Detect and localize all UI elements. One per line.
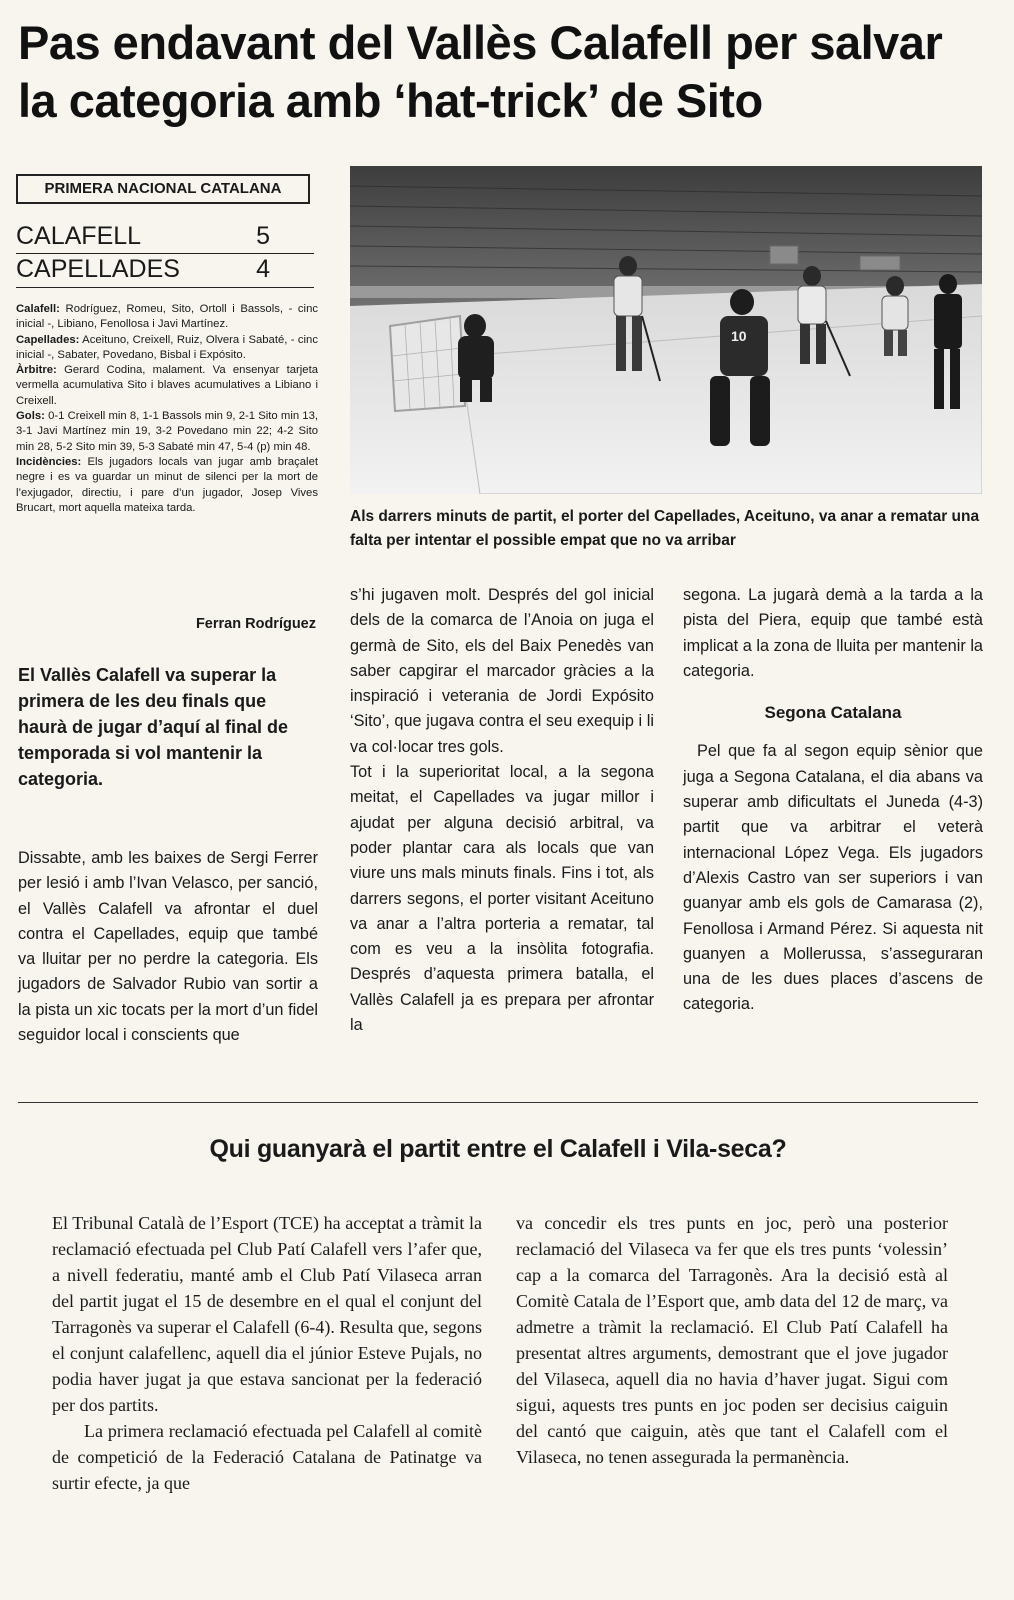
home-score: 5: [256, 222, 270, 250]
fact-label: Capellades:: [16, 333, 80, 346]
home-team: CALAFELL: [16, 222, 142, 250]
body-paragraph: s’hi jugaven molt. Després del gol inicial dels de la comarca de l’Anoia on juga el germà de Sito, els del Baix Penedès van saber capgirar el marcador gràcies a la inspiració i veterania de Jordi Expósito ‘Sito’, que jugava contra el seu exequip i li va col·locar tres gols.: [350, 586, 654, 756]
fact-text: 0-1 Creixell min 8, 1-1 Bassols min 9, 2-1 Sito min 13, 3-1 Javi Martínez min 19, 3-2 Povedano min 22; 4-2 Sito min 28, 5-2 Sito min 39, 5-3 Sabaté min 47, 5-4 (p) min 48.: [16, 410, 319, 453]
section-divider: [18, 1102, 978, 1103]
body-paragraph: Tot i la superioritat local, a la segona meitat, el Capellades va jugar millor i ajudat per alguna decisió arbitral, va poder plantar cara als locals que van viure uns mals minuts finals. Fins i tot, als darrers segons, el porter visitant Aceituno va anar a l’altra porteria a rematar, tal com es veu a la insòlita fotografia. Després d’aquesta primera batalla, el Vallès Calafell ja es prepara per afrontar la: [350, 763, 654, 1035]
fact-incidencies: [16, 455, 318, 516]
fact-label: Àrbitre:: [16, 364, 57, 377]
second-article-headline: Qui guanyarà el partit entre el Calafell i Vila-seca?: [209, 1135, 787, 1163]
score-row-away: [16, 253, 270, 285]
fact-label: Gols:: [16, 410, 45, 423]
league-box: PRIMERA NACIONAL CATALANA: [16, 174, 310, 204]
jersey-number: 10: [731, 328, 747, 344]
match-facts: [16, 302, 318, 516]
photo-caption: Als darrers minuts de partit, el porter del Capellades, Aceituno, va anar a rematar una falta per intentar el possible empat que no va arribar: [350, 508, 980, 549]
fact-label: Calafell:: [16, 303, 60, 315]
score-row-home: [16, 220, 270, 252]
body-paragraph: va concedir els tres punts en joc, però una posterior reclamació del Vilaseca va fer que els tres punts ‘volessin’ cap a la comarca del Tarragonès. Ara la decisió està al Comitè Catala de l’Esport que, amb data del 12 de març, va admetre a tràmit la reclamació. El Club Patí Calafell ha presentat altres arguments, demostrant que el jove jugador del Vilaseca, aquell dia no havia d’haver jugat. Sigui com sigui, aquests tres punts en joc poden ser decisius caiguin del cantó que caiguin, atès que tant el Calafell com el Vilaseca, no tenen assegurada la permanència.: [516, 1213, 948, 1467]
fact-text: Els jugadors locals van jugar amb braçalet negre i es va guardar un minut de silenci per la mort de l’exjugador, directiu, i pare d’un jugador, Josep Vives Brucart, mort aquella mateixa tarda.: [16, 455, 318, 514]
body-paragraph: segona. La jugarà demà a la tarda a la pista del Piera, equip que també està implicat a la zona de lluita per mantenir la categoria.: [683, 586, 983, 680]
byline: Ferran Rodríguez: [195, 616, 316, 632]
second-article-column-1: [52, 1210, 482, 1496]
second-article-column-2: [516, 1210, 948, 1470]
fact-arbitre: [16, 363, 318, 409]
fact-text: Aceituno, Creixell, Ruiz, Olvera i Sabaté, - cinc inicial -, Sabater, Povedano, Bisbal i Expósito.: [16, 333, 318, 361]
body-paragraph: Dissabte, amb les baixes de Sergi Ferrer per lesió i amb l’Ivan Velasco, per sanció, el Vallès Calafell va afrontar el duel contra el Capellades, equip que també va lluitar per no perdre la categoria. Els jugadors de Salvador Rubio van sortir a la pista un xic tocats per la mort d’un fidel seguidor local i conscients que: [18, 849, 318, 1045]
headline-line-1: Pas endavant del Vallès Calafell per salvar: [18, 16, 943, 69]
away-score: 4: [256, 255, 270, 283]
body-paragraph: La primera reclamació efectuada pel Calafell al comitè de competició de la Federació Catalana de Patinatge va surtir efecte, ja que: [52, 1421, 482, 1493]
fact-text: Gerard Codina, malament. Va ensenyar tarjeta vermella acumulativa Sito i blaves acumulatives a Libiano i Creixell.: [16, 364, 319, 407]
subhead-segona-catalana: Segona Catalana: [764, 703, 902, 723]
headline-line-2: la categoria amb ‘hat-trick’ de Sito: [18, 74, 763, 127]
match-photo: [350, 166, 982, 494]
fact-label: Incidències:: [16, 455, 82, 468]
score-divider-bottom: [16, 287, 314, 288]
fact-text: Rodríguez, Romeu, Sito, Ortoll i Bassols, - cinc inicial -, Libiano, Fenollosa i Javi Martínez.: [16, 303, 319, 331]
body-column-1: [18, 846, 318, 1048]
away-team: CAPELLADES: [16, 255, 180, 283]
fact-gols: [16, 409, 318, 455]
body-paragraph: El Tribunal Català de l’Esport (TCE) ha acceptat a tràmit la reclamació efectuada pel Club Patí Calafell vers l’afer que, a nivell federatiu, manté amb el Club Patí Vilaseca arran del partit jugat el 15 de desembre en el qual el conjunt del Tarragonès va superar el Calafell (6-4). Resulta que, segons el conjunt calafellenc, aquell dia el júnior Esteve Pujals, no podia haver jugat ja que estava sancionat per la federació per dos partits.: [52, 1213, 482, 1415]
body-paragraph: Pel que fa al segon equip sènior que juga a Segona Catalana, el dia abans va superar amb dificultats el Juneda (4-3) partit que va arbitrar el veterà internacional López Vega. Els jugadors d’Alexis Castro van ser superiors i van guanyar amb els gols de Camarasa (2), Fenollosa i Armand Pérez. Si aquesta nit guanyen a Mollerussa, s’asseguraran una de les dues places d’ascens de categoria.: [683, 742, 983, 1014]
photo-illustration: [350, 166, 982, 494]
fact-calafell: [16, 302, 318, 333]
lead-paragraph: El Vallès Calafell va superar la primera de les deu finals que haurà de jugar d’aquí al final de temporada si vol mantenir la categoria.: [18, 665, 289, 789]
body-column-3: [683, 583, 983, 1018]
fact-capellades: [16, 333, 318, 364]
headline: [18, 14, 998, 130]
body-column-2: [350, 583, 654, 1038]
